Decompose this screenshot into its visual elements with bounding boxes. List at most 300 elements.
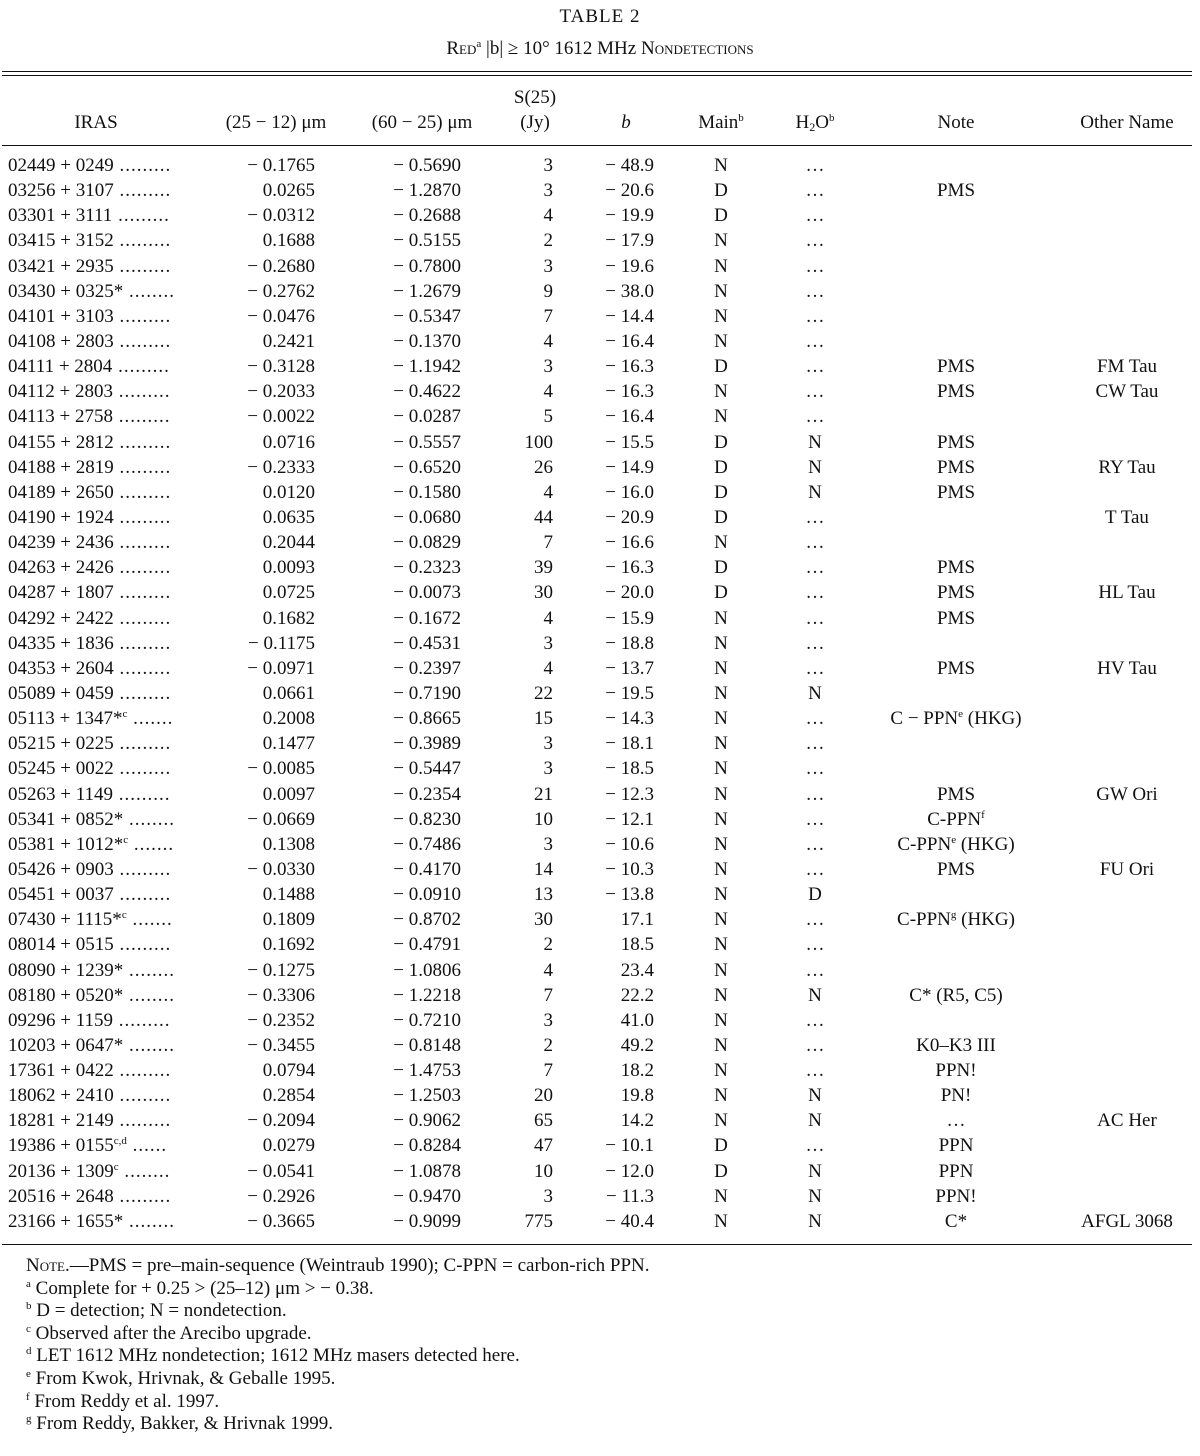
footnote (26, 1413, 650, 1436)
cell-main: D (714, 506, 728, 528)
cell-s25: 4 (543, 481, 553, 503)
cell-main: N (714, 1034, 728, 1056)
iras-id: 05089 + 0459 (8, 682, 114, 704)
cell-h2o: … (805, 330, 825, 352)
cell-b: − 18.8 (605, 632, 654, 654)
header-note: Note (937, 112, 975, 133)
cell-s25: 26 (534, 456, 553, 478)
table-row (0, 782, 1200, 807)
cell-iras (8, 1083, 171, 1108)
note-text: PMS (936, 858, 976, 880)
cell-h2o: … (805, 280, 825, 302)
table-row (0, 505, 1200, 530)
iras-id: 04188 + 2819 (8, 456, 114, 478)
cell-60-25: − 1.4753 (393, 1060, 461, 1082)
cell-main: D (714, 1160, 728, 1182)
footnote-text: D = detection; N = nondetection. (31, 1300, 287, 1322)
top-rule-2 (2, 75, 1192, 76)
cell-25-12: − 0.2352 (247, 1009, 315, 1031)
cell-note (897, 907, 1015, 932)
cell-h2o: … (805, 532, 825, 554)
note-footnote-mark: g (950, 909, 957, 922)
cell-60-25: − 0.0680 (393, 506, 461, 528)
iras-id: 04239 + 2436 (8, 532, 114, 554)
table-row (0, 228, 1200, 253)
iras-id: 04189 + 2650 (8, 481, 114, 503)
cell-h2o: … (805, 758, 825, 780)
table-row (0, 203, 1200, 228)
iras-id: 04112 + 2803 (8, 381, 114, 403)
table-row (0, 379, 1200, 404)
cell-b: − 13.7 (605, 657, 654, 679)
cell-60-25: − 0.8702 (393, 909, 461, 931)
cell-s25: 10 (534, 1160, 553, 1182)
cell-s25: 15 (534, 708, 553, 730)
cell-iras (8, 656, 171, 681)
leader-dots: ......... (113, 431, 172, 453)
cell-s25: 39 (534, 557, 553, 579)
cell-25-12: − 0.0085 (247, 758, 315, 780)
table-row (0, 932, 1200, 957)
note-label: Note (26, 1255, 65, 1276)
cell-60-25: − 0.2397 (393, 657, 461, 679)
leader-dots: ......... (112, 356, 170, 378)
cell-b: − 16.4 (605, 406, 654, 428)
cell-note (916, 1033, 996, 1058)
table-row (0, 430, 1200, 455)
cell-main: N (714, 858, 728, 880)
iras-id: 18281 + 2149 (8, 1110, 114, 1132)
table-row (0, 1108, 1200, 1133)
table-row (0, 178, 1200, 203)
leader-dots: ....... (126, 909, 173, 931)
cell-b: 18.5 (620, 934, 654, 956)
iras-id: 08180 + 0520* (8, 984, 124, 1006)
cell-iras (8, 756, 171, 781)
cell-b: − 16.3 (605, 381, 654, 403)
cell-main: D (714, 180, 728, 202)
cell-iras (8, 1108, 171, 1133)
cell-60-25: − 0.1580 (393, 481, 461, 503)
cell-60-25: − 1.0806 (393, 959, 461, 981)
cell-h2o: … (805, 1009, 825, 1031)
cell-b: − 12.1 (605, 808, 654, 830)
cell-main: N (714, 155, 728, 176)
leader-dots: ........ (123, 1210, 175, 1232)
cell-60-25: − 0.1370 (393, 330, 461, 352)
iras-id: 05381 + 1012* (8, 833, 124, 855)
cell-iras (8, 430, 171, 455)
leader-dots: ......... (113, 1009, 171, 1031)
cell-60-25: − 0.0910 (393, 884, 461, 906)
cell-25-12: 0.1488 (262, 884, 315, 906)
cell-25-12: − 0.2680 (247, 255, 315, 277)
cell-b: − 19.5 (605, 682, 654, 704)
cell-s25: 4 (543, 959, 553, 981)
cell-note (939, 1133, 974, 1158)
cell-25-12: − 0.1175 (247, 632, 315, 654)
cell-iras (8, 606, 171, 631)
table-row (0, 1058, 1200, 1083)
note-suffix: (HKG) (956, 909, 1015, 931)
cell-s25: 3 (543, 833, 553, 855)
iras-id: 04155 + 2812 (8, 431, 114, 453)
cell-s25: 4 (543, 330, 553, 352)
cell-note (937, 857, 975, 882)
leader-dots: ....... (128, 833, 175, 855)
table-row (0, 1133, 1200, 1158)
cell-25-12: 0.1308 (262, 833, 315, 855)
cell-h2o: N (808, 481, 822, 503)
cell-60-25: − 0.4791 (393, 934, 461, 956)
cell-other-name: HL Tau (1098, 582, 1156, 604)
cell-main: N (714, 1060, 728, 1082)
cell-25-12: 0.1682 (262, 607, 315, 629)
cell-iras (8, 907, 173, 932)
cell-s25: 4 (543, 381, 553, 403)
cell-b: 22.2 (620, 984, 654, 1006)
cell-note (937, 782, 975, 807)
footnote-mark: a (26, 1277, 31, 1290)
cell-25-12: − 0.2094 (247, 1110, 315, 1132)
cell-25-12: − 0.2926 (247, 1185, 315, 1207)
cell-25-12: − 0.0541 (247, 1160, 315, 1182)
cell-s25: 3 (543, 155, 553, 176)
leader-dots: ........ (123, 808, 175, 830)
cell-s25: 7 (543, 1060, 553, 1082)
cell-b: − 16.4 (605, 330, 654, 352)
cell-iras (8, 882, 171, 907)
footnote (26, 1278, 650, 1301)
cell-b: − 38.0 (605, 280, 654, 302)
iras-id: 17361 + 0422 (8, 1060, 114, 1082)
cell-note (937, 480, 975, 505)
cell-b: 14.2 (620, 1110, 654, 1132)
bottom-rule (2, 1244, 1192, 1245)
cell-25-12: − 0.3128 (247, 356, 315, 378)
cell-s25: 3 (543, 758, 553, 780)
cell-iras (8, 1008, 171, 1033)
cell-note (927, 807, 985, 832)
cell-60-25: − 0.7486 (393, 833, 461, 855)
cell-b: − 40.4 (605, 1210, 654, 1232)
leader-dots: ......... (113, 305, 172, 327)
cell-iras (8, 631, 171, 656)
cell-h2o: N (808, 431, 822, 453)
cell-iras (8, 254, 171, 279)
note-text: PMS (936, 381, 976, 403)
cell-other-name: T Tau (1105, 506, 1149, 528)
footnote-text: Complete for + 0.25 > (25–12) μm > − 0.38. (30, 1277, 374, 1299)
cell-60-25: − 0.8148 (393, 1034, 461, 1056)
cell-25-12: − 0.3665 (247, 1210, 315, 1232)
cell-60-25: − 1.0878 (393, 1160, 461, 1182)
cell-s25: 4 (543, 205, 553, 227)
cell-h2o: … (805, 657, 825, 679)
cell-b: − 19.9 (605, 205, 654, 227)
cell-main: D (714, 205, 728, 227)
footnote (26, 1300, 650, 1323)
cell-h2o: … (805, 808, 825, 830)
footnote-text: From Reddy, Bakker, & Hrivnak 1999. (31, 1413, 333, 1435)
table-row (0, 555, 1200, 580)
cell-other-name: FU Ori (1099, 858, 1155, 880)
cell-note (937, 430, 975, 455)
cell-h2o: … (805, 858, 825, 880)
cell-h2o: … (805, 356, 825, 378)
cell-main: N (714, 230, 728, 252)
cell-h2o: … (805, 959, 825, 981)
note-text: C* (944, 1210, 968, 1232)
leader-dots: ......... (113, 607, 172, 629)
note-text: PMS (936, 481, 976, 503)
cell-s25: 2 (543, 1034, 553, 1056)
footnote-text: From Reddy et al. 1997. (29, 1390, 220, 1412)
cell-b: − 11.3 (605, 1185, 654, 1207)
cell-b: − 20.0 (605, 582, 654, 604)
leader-dots: ......... (113, 532, 172, 554)
cell-25-12: 0.0120 (262, 481, 315, 503)
cell-25-12: 0.0093 (262, 557, 315, 579)
iras-id: 04190 + 1924 (8, 506, 114, 528)
cell-60-25: − 0.1672 (393, 607, 461, 629)
table-row (0, 530, 1200, 555)
cell-25-12: 0.0794 (262, 1060, 315, 1082)
top-rule-1 (2, 71, 1192, 72)
cell-main: N (714, 1210, 728, 1232)
cell-25-12: − 0.0669 (247, 808, 315, 830)
header-h2o (796, 112, 835, 135)
cell-25-12: 0.0097 (262, 783, 315, 805)
cell-main: N (714, 884, 728, 906)
cell-main: D (714, 1135, 728, 1157)
cell-60-25: − 0.9099 (393, 1210, 461, 1232)
leader-dots: ......... (113, 1060, 172, 1082)
cell-b: − 16.6 (605, 532, 654, 554)
iras-footnote-mark: c,d (113, 1135, 127, 1148)
cell-h2o: … (805, 1060, 825, 1082)
iras-id: 04108 + 2803 (8, 330, 114, 352)
cell-note (909, 983, 1002, 1008)
cell-h2o: … (805, 255, 825, 277)
cell-h2o: … (805, 180, 825, 202)
cell-note (947, 1108, 966, 1133)
note-line (26, 1255, 650, 1278)
leader-dots: ......... (113, 733, 172, 755)
iras-id: 20516 + 2648 (8, 1185, 114, 1207)
cell-main: N (714, 330, 728, 352)
cell-note (937, 178, 975, 203)
cell-h2o: N (808, 1210, 822, 1232)
cell-s25: 10 (534, 808, 553, 830)
table-row (0, 706, 1200, 731)
cell-b: − 19.6 (605, 255, 654, 277)
cell-main: N (714, 934, 728, 956)
cell-iras (8, 404, 171, 429)
cell-iras (8, 832, 174, 857)
leader-dots: ......... (113, 330, 172, 352)
cell-h2o: … (805, 934, 825, 956)
cell-h2o: N (808, 682, 822, 704)
leader-dots: ......... (113, 884, 172, 906)
iras-id: 05215 + 0225 (8, 733, 114, 755)
cell-h2o: … (805, 205, 825, 227)
note-text: PMS (936, 456, 976, 478)
table-row (0, 756, 1200, 781)
cell-main: D (714, 557, 728, 579)
cell-25-12: 0.2044 (262, 532, 315, 554)
table-row (0, 656, 1200, 681)
iras-id: 08014 + 0515 (8, 934, 114, 956)
cell-25-12: 0.2854 (262, 1085, 315, 1107)
cell-h2o: N (808, 1185, 822, 1207)
cell-h2o: … (805, 155, 825, 176)
note-footnote-mark: f (981, 808, 985, 821)
cell-25-12: 0.2421 (262, 330, 315, 352)
leader-dots: ......... (113, 682, 172, 704)
subtitle-footnote-mark: a (476, 38, 482, 50)
leader-dots: ........ (123, 984, 175, 1006)
cell-iras (8, 228, 171, 253)
cell-note (937, 656, 975, 681)
cell-s25: 3 (543, 356, 553, 378)
cell-note (890, 706, 1021, 731)
cell-25-12: 0.2008 (262, 708, 315, 730)
cell-s25: 7 (543, 984, 553, 1006)
iras-id: 07430 + 1115* (8, 909, 122, 931)
cell-iras (8, 279, 175, 304)
cell-other-name: AFGL 3068 (1081, 1210, 1173, 1232)
iras-id: 04101 + 3103 (8, 305, 114, 327)
iras-id: 03256 + 3107 (8, 180, 114, 202)
cell-25-12: − 0.1765 (247, 155, 315, 176)
leader-dots: ......... (113, 406, 171, 428)
cell-iras (8, 505, 171, 530)
cell-25-12: − 0.2033 (247, 381, 315, 403)
table-row (0, 480, 1200, 505)
note-text: C-PPN (927, 808, 982, 830)
cell-25-12: − 0.0476 (247, 305, 315, 327)
note-text: … (946, 1110, 966, 1132)
cell-s25: 30 (534, 582, 553, 604)
cell-b: 19.8 (620, 1085, 654, 1107)
cell-s25: 47 (534, 1135, 553, 1157)
cell-b: − 15.9 (605, 607, 654, 629)
header-25-12: (25 − 12) μm (225, 112, 327, 133)
cell-s25: 7 (543, 305, 553, 327)
cell-other-name: RY Tau (1098, 456, 1156, 478)
cell-s25: 30 (534, 909, 553, 931)
header-60-25: (60 − 25) μm (371, 112, 473, 133)
iras-id: 05113 + 1347* (8, 708, 123, 730)
note-text: PPN! (935, 1060, 977, 1082)
cell-main: N (714, 657, 728, 679)
footnote (26, 1391, 650, 1414)
cell-25-12: − 0.3306 (247, 984, 315, 1006)
cell-note (937, 354, 975, 379)
cell-25-12: 0.1688 (262, 230, 315, 252)
cell-b: 49.2 (620, 1034, 654, 1056)
leader-dots: ......... (113, 758, 172, 780)
cell-b: − 12.0 (605, 1160, 654, 1182)
leader-dots: ......... (113, 1110, 172, 1132)
cell-main: D (714, 356, 728, 378)
cell-25-12: − 0.1275 (247, 959, 315, 981)
table-row (0, 354, 1200, 379)
cell-60-25: − 0.4170 (393, 858, 461, 880)
table-subtitle (0, 38, 1200, 60)
cell-iras (8, 480, 171, 505)
table-row (0, 681, 1200, 706)
cell-iras (8, 1133, 167, 1158)
leader-dots: ........ (123, 280, 175, 302)
cell-main: N (714, 280, 728, 302)
cell-main: N (714, 632, 728, 654)
cell-main: N (714, 984, 728, 1006)
footnote-list (26, 1278, 650, 1436)
cell-25-12: 0.1477 (262, 733, 315, 755)
cell-iras (8, 807, 175, 832)
cell-main: N (714, 959, 728, 981)
cell-s25: 14 (534, 858, 553, 880)
cell-60-25: − 0.2323 (393, 557, 461, 579)
cell-60-25: − 0.7190 (393, 682, 461, 704)
cell-s25: 3 (543, 1009, 553, 1031)
cell-b: − 16.0 (605, 481, 654, 503)
footnote-text: From Kwok, Hrivnak, & Geballe 1995. (30, 1367, 336, 1389)
leader-dots: ......... (113, 456, 172, 478)
cell-h2o: … (805, 557, 825, 579)
cell-main: D (714, 481, 728, 503)
table-row (0, 153, 1200, 178)
iras-id: 03430 + 0325* (8, 280, 124, 302)
cell-h2o: … (805, 733, 825, 755)
cell-main: N (714, 682, 728, 704)
leader-dots: ......... (113, 381, 171, 403)
note-text: PMS (936, 431, 976, 453)
iras-id: 09296 + 1159 (8, 1009, 114, 1031)
cell-h2o: … (805, 1135, 825, 1157)
cell-note (897, 832, 1014, 857)
cell-60-25: − 0.2354 (393, 783, 461, 805)
cell-s25: 100 (524, 431, 553, 453)
cell-60-25: − 0.2688 (393, 205, 461, 227)
cell-60-25: − 0.8230 (393, 808, 461, 830)
cell-h2o: … (805, 783, 825, 805)
table-row (0, 329, 1200, 354)
iras-id: 02449 + 0249 (8, 155, 114, 176)
cell-b: − 13.8 (605, 884, 654, 906)
footnote-mark: c (26, 1322, 31, 1335)
table-row (0, 1008, 1200, 1033)
note-text: .—PMS = pre–main-sequence (Weintraub 1990); C-PPN = carbon-rich PPN. (65, 1255, 650, 1276)
cell-iras (8, 1159, 170, 1184)
footnote (26, 1345, 650, 1368)
iras-id: 04287 + 1807 (8, 582, 114, 604)
cell-b: − 18.5 (605, 758, 654, 780)
cell-60-25: − 0.5690 (393, 155, 461, 176)
cell-main: N (714, 708, 728, 730)
cell-b: − 48.9 (605, 155, 654, 176)
note-text: PMS (936, 607, 976, 629)
cell-iras (8, 983, 175, 1008)
iras-id: 19386 + 0155 (8, 1135, 114, 1157)
cell-note (937, 455, 975, 480)
cell-other-name: FM Tau (1096, 356, 1158, 378)
leader-dots: ......... (113, 180, 172, 202)
iras-id: 23166 + 1655* (8, 1210, 124, 1232)
cell-iras (8, 857, 171, 882)
